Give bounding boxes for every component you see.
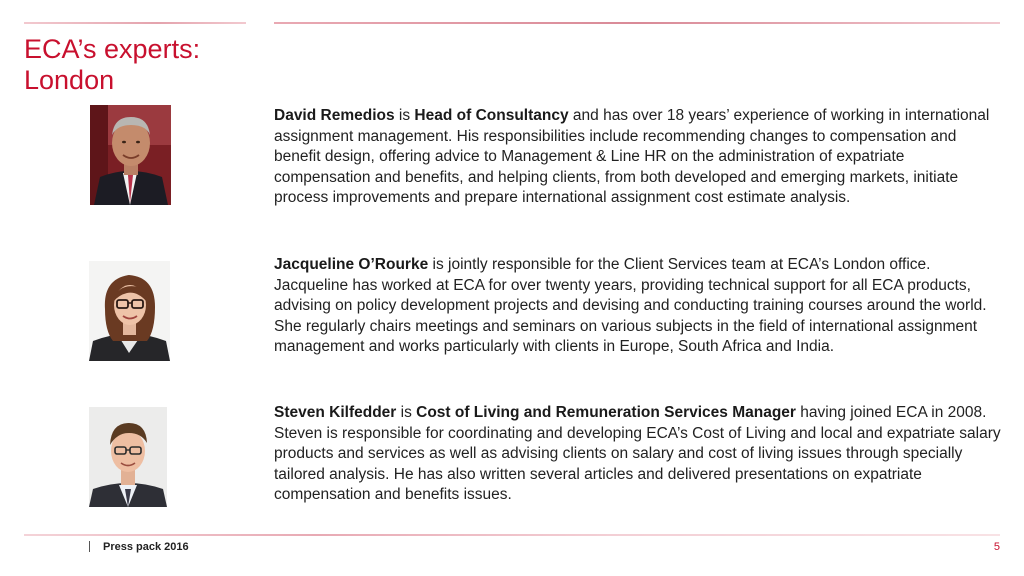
bio-text: is jointly responsible for the Client Services team at ECA’s London office. Jacqueline has worked at ECA for over twenty years, providing technical support for all ECA products, advising on policy development projects and devising and conducting training courses around the world. She regularly chairs meetings and seminars on various subjects in the field of international assignment management and works particularly with clients in Europe, South Africa and India. [274,256,987,355]
footer-separator [89,541,90,552]
portrait-steven-kilfedder [89,407,167,507]
bio-steven-kilfedder [274,403,1004,506]
person-name: David Remedios [274,107,395,124]
person-name: Jacqueline O’Rourke [274,256,429,273]
bio-david-remedios [274,106,1004,209]
bio-jacqueline-orourke [274,255,1004,358]
top-divider-right [274,22,1000,24]
bio-text: having joined ECA in 2008. Steven is responsible for coordinating and developing ECA’s Cost of Living and local and expatriate salary products and services as well as advising clients on salary and cost of living issues through specially tailored analysis. He has also written several articles and delivered presentations on expatriate compensation and benefits issues. [274,404,1001,503]
portrait-david-remedios [90,105,171,205]
top-divider-left [24,22,246,24]
slide-title [24,34,264,96]
person-name: Steven Kilfedder [274,404,397,421]
page-number: 5 [993,541,1000,553]
bio-text: and has over 18 years’ experience of working in international assignment management. His responsibilities include recommending changes to compensation and benefit design, offering advice to Management & Line HR on the administration of expatriate compensation and benefits, and helping clients, from both developed and emerging markets, initiate process improvements and prepare international assignment cost estimate analysis. [274,107,990,206]
person-role: Cost of Living and Remuneration Services Manager [416,404,796,421]
bio-text: is [396,404,417,421]
bio-text: is [394,107,415,124]
bottom-divider [24,534,1000,536]
footer-label: Press pack 2016 [103,541,189,553]
slide-title-line-1: ECA’s experts: [24,34,201,64]
portrait-jacqueline-orourke [89,261,170,361]
person-role: Head of Consultancy [414,107,569,124]
slide-title-line-2: London [24,65,115,95]
